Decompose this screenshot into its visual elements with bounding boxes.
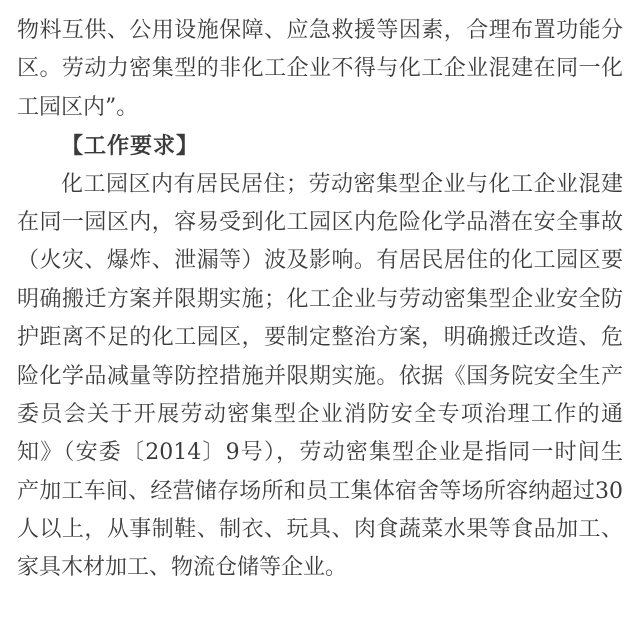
text-line: 知》（安委〔2014〕9号），劳动密集型企业是指同一时间生 xyxy=(17,440,623,466)
section-heading: 【工作要求】 xyxy=(61,133,200,160)
text-line: 委员会关于开展劳动密集型企业消防安全专项治理工作的通 xyxy=(17,401,623,427)
text-line: 险化学品减量等防控措施并限期实施。依据《国务院安全生产 xyxy=(17,363,623,389)
text-line: 工园区内”。 xyxy=(17,94,139,120)
text-line: 家具木材加工、物流仓储等企业。 xyxy=(17,555,348,581)
text-line: 区。劳动力密集型的非化工企业不得与化工企业混建在同一化 xyxy=(17,56,623,82)
text-line: 化工园区内有居民居住；劳动密集型企业与化工企业混建 xyxy=(61,171,623,197)
text-line: 在同一园区内，容易受到化工园区内危险化学品潜在安全事故 xyxy=(17,209,623,235)
text-line: 产加工车间、经营储存场所和员工集体宿舍等场所容纳超过30 xyxy=(17,478,623,504)
text-line: 护距离不足的化工园区，要制定整治方案，明确搬迁改造、危 xyxy=(17,325,623,351)
text-line: 明确搬迁方案并限期实施；化工企业与劳动密集型企业安全防 xyxy=(17,286,623,312)
body-paragraph xyxy=(17,166,623,588)
text-line: 人以上，从事制鞋、制衣、玩具、肉食蔬菜水果等食品加工、 xyxy=(17,517,623,543)
text-line: 物料互供、公用设施保障、应急救援等因素，合理布置功能分 xyxy=(17,18,623,43)
text-line: （火灾、爆炸、泄漏等）波及影响。有居民居住的化工园区要 xyxy=(17,248,623,274)
intro-paragraph xyxy=(17,12,623,127)
